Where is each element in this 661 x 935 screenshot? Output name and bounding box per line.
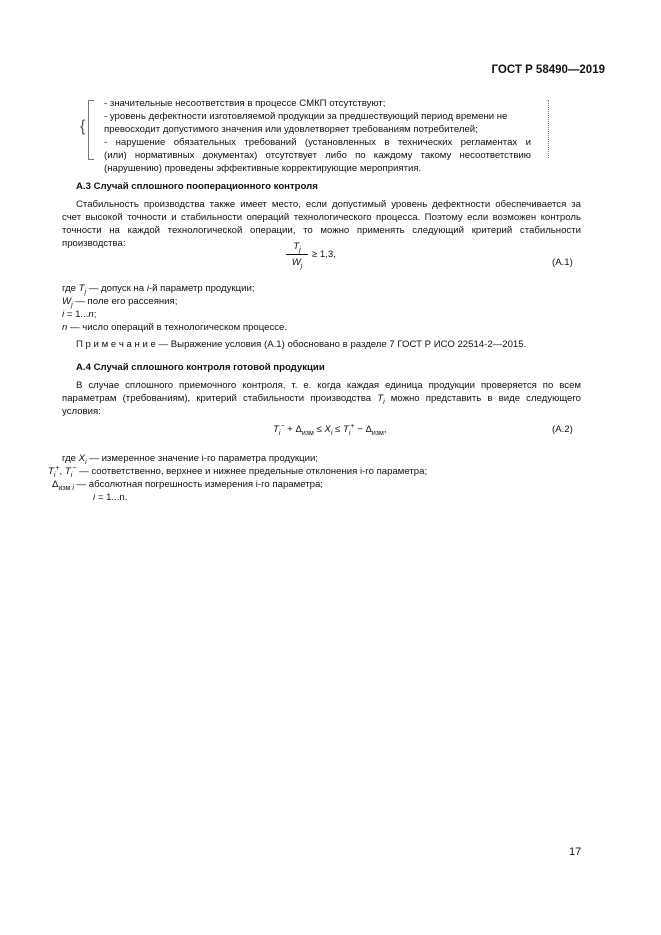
formula-a1-numerator: $T_j$ — [293, 241, 301, 254]
section-a4-para-line: параметрам (требованиям), критерий стабильности производства $T_i$ можно представить в виде следующего — [62, 393, 582, 406]
formula-a2: $T_i^- + \Delta_{изм} \le X_i \le T_i^+ - \Delta_{изм}$, — [273, 422, 387, 437]
section-a3-heading: А.3 Случай сплошного пооперационного контроля — [76, 181, 318, 192]
left-brace-glyph: { — [80, 118, 86, 135]
formula-a2-number: (А.2) — [552, 424, 573, 435]
formula-a1-denominator: $W_j$ — [291, 257, 303, 270]
where-item: n — число операций в технологическом процессе. — [62, 322, 288, 333]
fraction-bar — [286, 254, 308, 255]
condition-line: превосходит допустимого значения или удовлетворяет требованиям потребителей; — [104, 124, 478, 135]
where-item: где $X_i$ — измеренное значение i-го параметра продукции; — [62, 453, 318, 466]
where-item: i = 1...n. — [93, 492, 128, 503]
where-item: i = 1...n; — [62, 309, 97, 320]
page-number: 17 — [569, 846, 582, 858]
formula-a1-rhs: ≥ 1,3, — [312, 249, 336, 260]
note — [76, 338, 526, 351]
section-a3-para-line: Стабильность производства также имеет место, если допустимый уровень дефектности обеспечивается за — [76, 199, 581, 210]
note-text: Выражение условия (А.1) обосновано в разделе 7 ГОСТ Р ИСО 22514-2—2015. — [170, 339, 527, 350]
right-brace — [548, 100, 553, 158]
standard-header: ГОСТ Р 58490—2019 — [491, 64, 605, 76]
section-a3-para-line: производства: — [62, 238, 126, 249]
where-item: $W_j$ — поле его рассеяния; — [62, 296, 178, 309]
condition-line: - значительные несоответствия в процессе СМКП отсутствуют; — [104, 98, 386, 109]
section-a4-heading: А.4 Случай сплошного контроля готовой продукции — [76, 362, 325, 373]
condition-line: - нарушение обязательных требований (установленных в технических регламентах и — [104, 137, 531, 148]
condition-line: - уровень дефектности изготовляемой продукции за предшествующий период времени не — [104, 111, 508, 122]
note-label: П р и м е ч а н и е — — [76, 339, 169, 350]
condition-line: (нарушению) проведены эффективные корректирующие мероприятия. — [104, 163, 422, 174]
section-a3-para-line: счет высокой точности и стабильности операций технологического процесса. Поэтому если возможен контроль — [62, 212, 581, 223]
where-item: $\Delta_{изм i}$ — абсолютная погрешность измерения i-го параметра; — [52, 479, 323, 492]
section-a4-para-line: В случае сплошного приемочного контроля, т. е. когда каждая единица продукции проверяется по всем — [76, 380, 581, 391]
left-brace — [88, 100, 94, 160]
condition-line: (или) нормативных документах) отсутствует либо по каждому такому несоответствию — [104, 150, 531, 161]
formula-a1-number: (А.1) — [552, 257, 573, 268]
where-item: где $T_j$ — допуск на i-й параметр продукции; — [62, 283, 255, 296]
where-item: $T_i^+$, $T_i^-$ — соответственно, верхнее и нижнее предельные отклонения i-го параметра; — [48, 464, 428, 479]
section-a4-para-line: условия: — [62, 406, 101, 417]
section-a3-para-line: точности на каждой технологической операции, то можно применять следующий критерий стабильности — [62, 225, 581, 236]
